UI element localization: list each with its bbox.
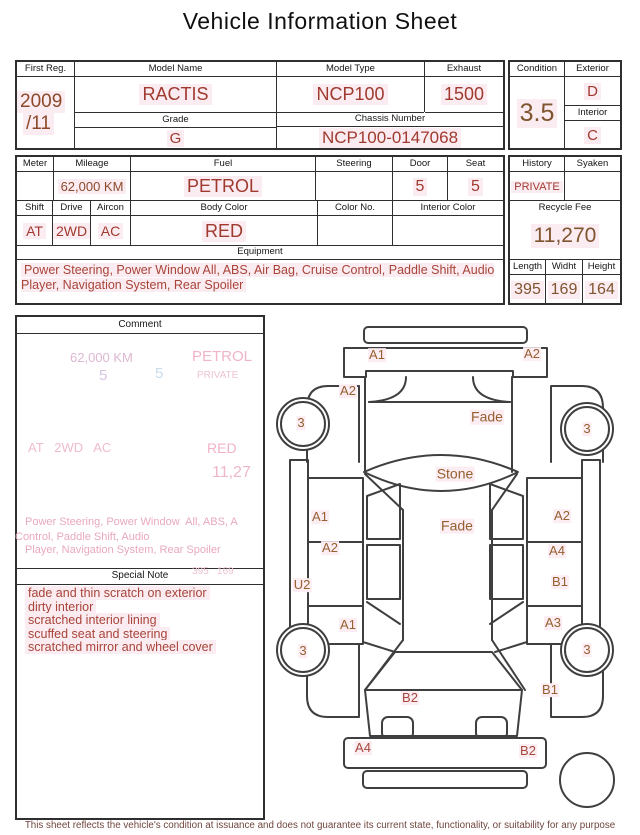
damage-code-label: A1: [369, 347, 385, 363]
color-no-label: Color No.: [318, 201, 392, 216]
first-reg-value: 2009 /11: [17, 77, 74, 149]
comment-label: Comment: [17, 317, 263, 334]
damage-code-label: Fade: [441, 517, 473, 534]
damage-code-label: 3: [583, 642, 591, 658]
cell-length: [510, 260, 546, 303]
shift-label: Shift: [17, 201, 52, 216]
special-note-line: scratched mirror and wheel cover: [25, 641, 216, 655]
special-note-line: dirty interior: [25, 601, 216, 615]
table-condition-block: [508, 60, 622, 150]
table-history-block: [508, 155, 622, 305]
exhaust-label: Exhaust: [425, 62, 503, 77]
condition-label: Condition: [510, 62, 564, 77]
aircon-value: AC: [91, 216, 130, 246]
interior-color-value: [393, 216, 503, 246]
damage-code-label: A4: [549, 543, 565, 559]
ghost-bleed-text: 5: [99, 367, 108, 384]
mileage-value: 62,000 KM: [54, 172, 130, 201]
damage-code-label: A2: [554, 508, 570, 524]
syaken-value: [565, 172, 620, 201]
damage-code-label: A1: [312, 509, 328, 525]
cell-body-color: [131, 201, 318, 245]
condition-value: 3.5: [510, 77, 564, 149]
exterior-value: D: [565, 77, 620, 106]
aircon-label: Aircon: [91, 201, 130, 216]
ghost-bleed-text: PETROL: [192, 348, 253, 365]
damage-code-label: B2: [520, 743, 536, 759]
damage-code-label: B1: [542, 682, 558, 698]
damage-code-label: B2: [402, 690, 418, 706]
interior-value: C: [565, 121, 620, 149]
cell-recycle-fee: [510, 201, 620, 260]
recycle-fee-value: 11,270: [510, 215, 620, 257]
cell-fuel: [131, 157, 316, 200]
grade-value: G: [75, 128, 276, 149]
special-note-line: scuffed seat and steering: [25, 628, 216, 642]
history-label: History: [510, 157, 564, 172]
damage-code-label: A2: [322, 540, 338, 556]
cell-meter: [17, 157, 54, 200]
cell-height: [583, 260, 620, 303]
damage-code-label: A4: [355, 740, 371, 756]
cell-interior-color: [393, 201, 503, 245]
cell-history: [510, 157, 565, 200]
cell-width: [546, 260, 583, 303]
ghost-bleed-text: 395 169: [192, 566, 234, 577]
steering-label: Steering: [316, 157, 392, 172]
length-label: Length: [510, 260, 545, 275]
length-value: 395: [510, 275, 545, 304]
model-type-label: Model Type: [277, 62, 424, 77]
special-note-label: Special Note: [17, 568, 263, 585]
grade-label: Grade: [75, 113, 276, 128]
cell-equipment: [17, 246, 503, 303]
equipment-value: Power Steering, Power Window All, ABS, Air Bag, Cruise Control, Paddle Shift, Audio Player, Navigation System, Rear Spoiler: [21, 263, 495, 292]
cell-type-chassis: [277, 62, 503, 148]
meter-label: Meter: [17, 157, 53, 172]
seat-value: 5: [448, 172, 503, 201]
cell-color-no: [318, 201, 393, 245]
damage-code-label: U2: [293, 577, 311, 593]
cell-condition: [510, 62, 565, 148]
door-value: 5: [393, 172, 447, 201]
history-value: PRIVATE: [510, 172, 564, 201]
ghost-bleed-text: 62,000 KM: [70, 350, 133, 365]
damage-code-label: 3: [299, 643, 307, 659]
damage-code-label: B1: [552, 574, 568, 590]
diagram-label-layer: [270, 312, 640, 822]
special-note-line: fade and thin scratch on exterior: [25, 587, 216, 601]
interior-color-label: Interior Color: [393, 201, 503, 216]
page-title: Vehicle Information Sheet: [182, 8, 458, 34]
row-shift: [17, 201, 503, 246]
model-type-value: NCP100: [277, 77, 424, 113]
height-value: 164: [583, 275, 620, 304]
cell-syaken: [565, 157, 620, 200]
model-name-label: Model Name: [75, 62, 276, 77]
body-color-value: RED: [131, 216, 317, 246]
cell-model-name-grade: [75, 62, 277, 148]
drive-label: Drive: [53, 201, 90, 216]
first-reg-label: First Reg.: [17, 62, 74, 77]
cell-exterior-interior: [565, 62, 620, 148]
cell-steering: [316, 157, 393, 200]
color-no-value: [318, 216, 392, 246]
meter-value: [17, 172, 53, 201]
disclaimer-text: This sheet reflects the vehicle's condition at issuance and does not guarantee its current state, functionality, or suitability for any purpose: [24, 820, 616, 831]
cell-exhaust: [425, 62, 503, 112]
fuel-value: PETROL: [131, 172, 315, 201]
ghost-bleed-text: RED: [207, 440, 237, 456]
height-label: Height: [583, 260, 620, 275]
row-history: [510, 157, 620, 201]
cell-first-reg: [17, 62, 75, 148]
drive-value: 2WD: [53, 216, 90, 246]
damage-code-label: A1: [340, 617, 356, 633]
cell-drive: [53, 201, 91, 245]
seat-label: Seat: [448, 157, 503, 172]
ghost-bleed-text: Control, Paddle Shift, Audio: [15, 531, 150, 543]
equipment-label: Equipment: [17, 246, 503, 260]
damage-code-label: A2: [524, 346, 540, 362]
damage-code-label: A2: [340, 383, 356, 399]
cell-seat: [448, 157, 503, 200]
interior-label: Interior: [565, 106, 620, 121]
width-value: 169: [546, 275, 582, 304]
ghost-bleed-text: 5: [155, 365, 164, 382]
damage-code-label: 3: [583, 421, 591, 437]
cell-aircon: [91, 201, 131, 245]
syaken-label: Syaken: [565, 157, 620, 172]
ghost-bleed-text: AT 2WD AC: [28, 440, 112, 455]
special-note-line: scratched interior lining: [25, 614, 216, 628]
cell-mileage: [54, 157, 131, 200]
comment-box: [15, 315, 265, 820]
steering-value: [316, 172, 392, 201]
mileage-label: Mileage: [54, 157, 130, 172]
recycle-fee-label: Recycle Fee: [538, 202, 592, 213]
chassis-number-label: Chassis Number: [277, 112, 503, 127]
damage-code-label: 3: [297, 415, 305, 431]
width-label: Widht: [546, 260, 582, 275]
cell-door: [393, 157, 448, 200]
ghost-bleed-text: PRIVATE: [197, 370, 239, 381]
damage-code-label: Fade: [471, 408, 503, 425]
table-model-block: [15, 60, 505, 150]
ghost-bleed-text: Power Steering, Power Window All, ABS, A: [25, 516, 238, 528]
special-note-lines: [25, 587, 216, 655]
table-detail-block: [15, 155, 505, 305]
ghost-bleed-text: Player, Navigation System, Rear Spoiler: [25, 544, 221, 556]
body-color-label: Body Color: [131, 201, 317, 216]
exterior-label: Exterior: [565, 62, 620, 77]
ghost-bleed-text: 11,27: [212, 464, 251, 481]
damage-code-label: A3: [545, 615, 561, 631]
shift-value: AT: [17, 216, 52, 246]
damage-code-label: Stone: [436, 465, 474, 482]
row-meter: [17, 157, 503, 201]
row-dimensions: [510, 260, 620, 303]
fuel-label: Fuel: [131, 157, 315, 172]
cell-model-type: [277, 62, 425, 112]
exhaust-value: 1500: [425, 77, 503, 113]
chassis-number-value: NCP100-0147068: [277, 127, 503, 148]
cell-shift: [17, 201, 53, 245]
model-name-value: RACTIS: [75, 77, 276, 113]
door-label: Door: [393, 157, 447, 172]
car-damage-diagram: [270, 312, 640, 822]
cell-chassis-number: [277, 112, 503, 148]
